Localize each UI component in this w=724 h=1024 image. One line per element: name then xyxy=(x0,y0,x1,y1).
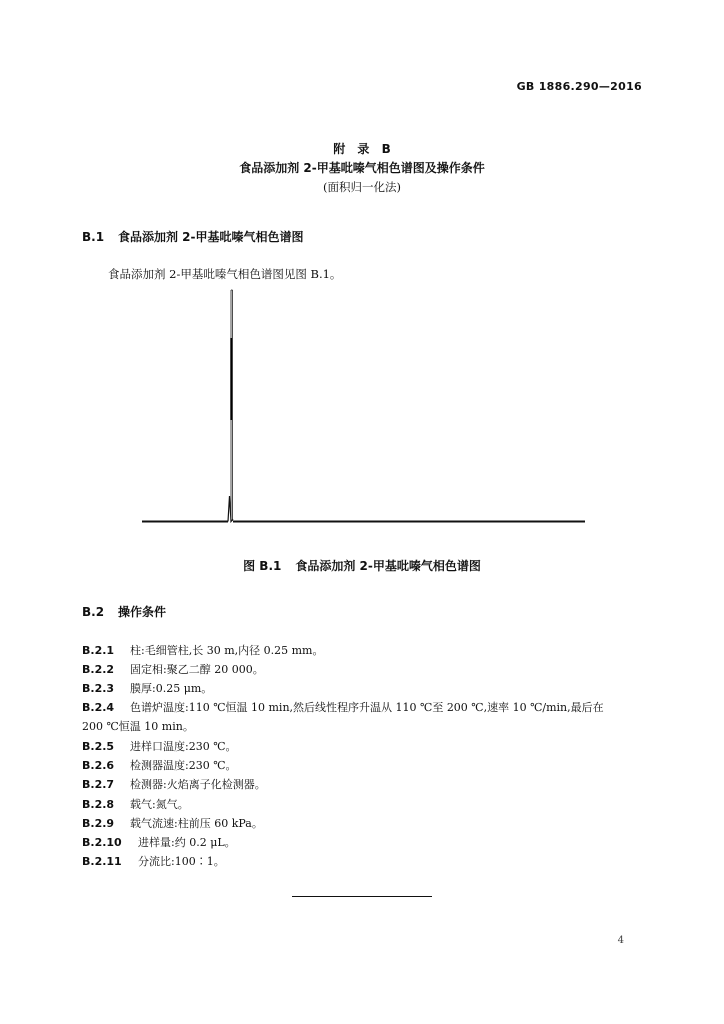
section-title: 食品添加剂 2-甲基吡嗪气相色谱图 xyxy=(118,230,304,244)
appendix-title: 附 录 B xyxy=(333,142,391,156)
item-text: 载气流速:柱前压 60 kPa。 xyxy=(130,817,263,830)
item-number: B.2.8 xyxy=(82,798,115,811)
list-item xyxy=(82,815,263,831)
item-number: B.2.10 xyxy=(82,836,122,849)
list-item xyxy=(82,642,323,658)
item-number: B.2.2 xyxy=(82,663,115,676)
item-text: 检测器温度:230 ℃。 xyxy=(130,759,237,772)
end-of-document-rule xyxy=(292,896,432,897)
list-item xyxy=(82,776,266,792)
item-number: B.2.6 xyxy=(82,759,115,772)
item-text: 检测器:火焰离子化检测器。 xyxy=(130,778,266,791)
item-number: B.2.7 xyxy=(82,778,115,791)
list-item xyxy=(82,661,264,677)
list-item xyxy=(82,853,225,869)
list-item xyxy=(82,680,212,696)
item-number: B.2.3 xyxy=(82,682,115,695)
standard-number: GB 1886.290—2016 xyxy=(516,80,642,93)
item-text: 分流比:100∶1。 xyxy=(138,855,225,868)
figure-reference-paragraph: 食品添加剂 2-甲基吡嗪气相色谱图见图 B.1。 xyxy=(108,267,342,281)
item-text: 柱:毛细管柱,长 30 m,内径 0.25 mm。 xyxy=(130,644,324,657)
item-text: 色谱炉温度:110 ℃恒温 10 min,然后线性程序升温从 110 ℃至 200 ℃,速率 10 ℃/min,最后在 xyxy=(130,701,604,714)
item-number: B.2.4 xyxy=(82,701,115,714)
list-item xyxy=(82,796,189,812)
item-text: 进样量:约 0.2 μL。 xyxy=(138,836,236,849)
page-number: 4 xyxy=(617,935,624,946)
list-item xyxy=(82,757,237,773)
section-number: B.1 xyxy=(82,230,105,244)
section-number: B.2 xyxy=(82,605,105,619)
appendix-note: (面积归一化法) xyxy=(323,180,401,194)
figure-caption-text: 食品添加剂 2-甲基吡嗪气相色谱图 xyxy=(295,559,481,573)
figure-number: 图 B.1 xyxy=(243,559,282,573)
item-text: 进样口温度:230 ℃。 xyxy=(130,740,237,753)
list-item xyxy=(82,834,236,850)
item-number: B.2.9 xyxy=(82,817,115,830)
item-text: 固定相:聚乙二醇 20 000。 xyxy=(130,663,264,676)
section-b2-heading xyxy=(82,603,166,620)
figure-caption xyxy=(0,557,724,574)
list-item xyxy=(82,738,237,754)
item-number: B.2.1 xyxy=(82,644,115,657)
item-number: B.2.5 xyxy=(82,740,115,753)
list-item xyxy=(82,699,604,715)
appendix-subtitle: 食品添加剂 2-甲基吡嗪气相色谱图及操作条件 xyxy=(239,161,485,175)
item-text-continuation: 200 ℃恒温 10 min。 xyxy=(82,720,194,733)
item-text: 载气:氮气。 xyxy=(130,798,189,811)
section-title: 操作条件 xyxy=(118,605,167,619)
item-number: B.2.11 xyxy=(82,855,122,868)
item-text: 膜厚:0.25 μm。 xyxy=(130,682,213,695)
